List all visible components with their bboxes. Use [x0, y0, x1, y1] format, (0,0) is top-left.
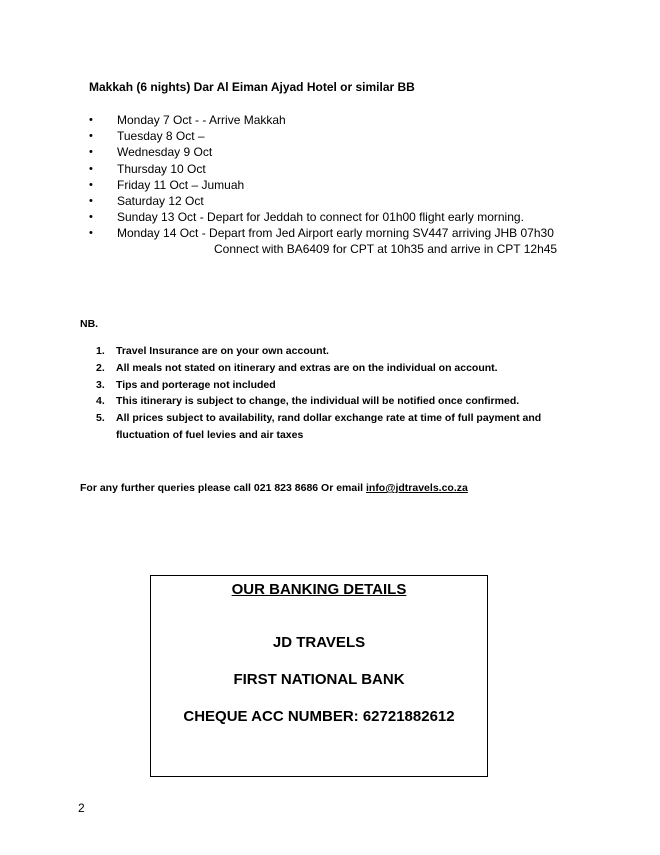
nb-item-number: 2.	[96, 361, 105, 374]
itinerary-item-text: Saturday 12 Oct	[117, 193, 204, 208]
nb-label: NB.	[80, 318, 99, 330]
banking-details-box	[150, 575, 488, 777]
contact-line	[80, 482, 468, 494]
nb-item-text: Travel Insurance are on your own account.	[116, 345, 329, 357]
bullet-icon: •	[89, 162, 93, 175]
nb-item-text: Tips and porterage not included	[116, 378, 276, 391]
nb-item	[96, 360, 546, 377]
itinerary-item-text: Friday 11 Oct – Jumuah	[117, 177, 245, 192]
itinerary-item-text: Monday 14 Oct - Depart from Jed Airport early morning SV447 arriving JHB 07h30	[117, 226, 554, 241]
nb-item	[96, 377, 546, 394]
bank-name: FIRST NATIONAL BANK	[233, 671, 405, 688]
contact-text: For any further queries please call 021 823 8686 Or email	[80, 482, 366, 494]
bullet-icon: •	[89, 178, 93, 191]
itinerary-item-text: Monday 7 Oct - - Arrive Makkah	[117, 113, 286, 127]
itinerary-item-text: Tuesday 8 Oct –	[117, 129, 205, 144]
nb-item	[96, 393, 546, 410]
nb-item-text: All prices subject to availability, rand dollar exchange rate at time of full payment and fluctuation of fuel levies and air taxes	[116, 412, 542, 441]
bullet-icon: •	[89, 227, 93, 240]
banking-title: OUR BANKING DETAILS	[231, 581, 407, 598]
bullet-icon: •	[89, 146, 93, 159]
itinerary-item-text: Thursday 10 Oct	[117, 161, 206, 176]
bullet-icon: •	[89, 114, 93, 126]
itinerary-item-text: Wednesday 9 Oct	[117, 145, 213, 160]
bullet-icon: •	[89, 194, 93, 207]
company-name: JD TRAVELS	[272, 634, 366, 651]
nb-item-text: All meals not stated on itinerary and extras are on the individual on account.	[116, 361, 498, 374]
bullet-icon: •	[89, 211, 93, 224]
itinerary-item-text: Sunday 13 Oct - Depart for Jeddah to connect for 01h00 flight early morning.	[117, 210, 524, 225]
nb-item-text: This itinerary is subject to change, the individual will be notified once confirmed.	[116, 395, 520, 408]
email-link[interactable]: info@jdtravels.co.za	[365, 482, 468, 494]
hotel-heading: Makkah (6 nights) Dar Al Eiman Ajyad Hotel or similar BB	[89, 80, 415, 94]
nb-item-number: 4.	[96, 395, 105, 408]
bullet-icon: •	[89, 130, 93, 143]
account-number: CHEQUE ACC NUMBER: 62721882612	[183, 708, 455, 725]
nb-item-number: 3.	[96, 378, 105, 391]
nb-item-number: 1.	[96, 345, 105, 357]
nb-item	[96, 343, 546, 360]
nb-item	[96, 410, 546, 444]
page-number: 2	[78, 801, 85, 815]
nb-list	[96, 343, 546, 444]
itinerary-continuation: Connect with BA6409 for CPT at 10h35 and arrive in CPT 12h45	[214, 242, 558, 256]
nb-item-number: 5.	[96, 412, 105, 425]
